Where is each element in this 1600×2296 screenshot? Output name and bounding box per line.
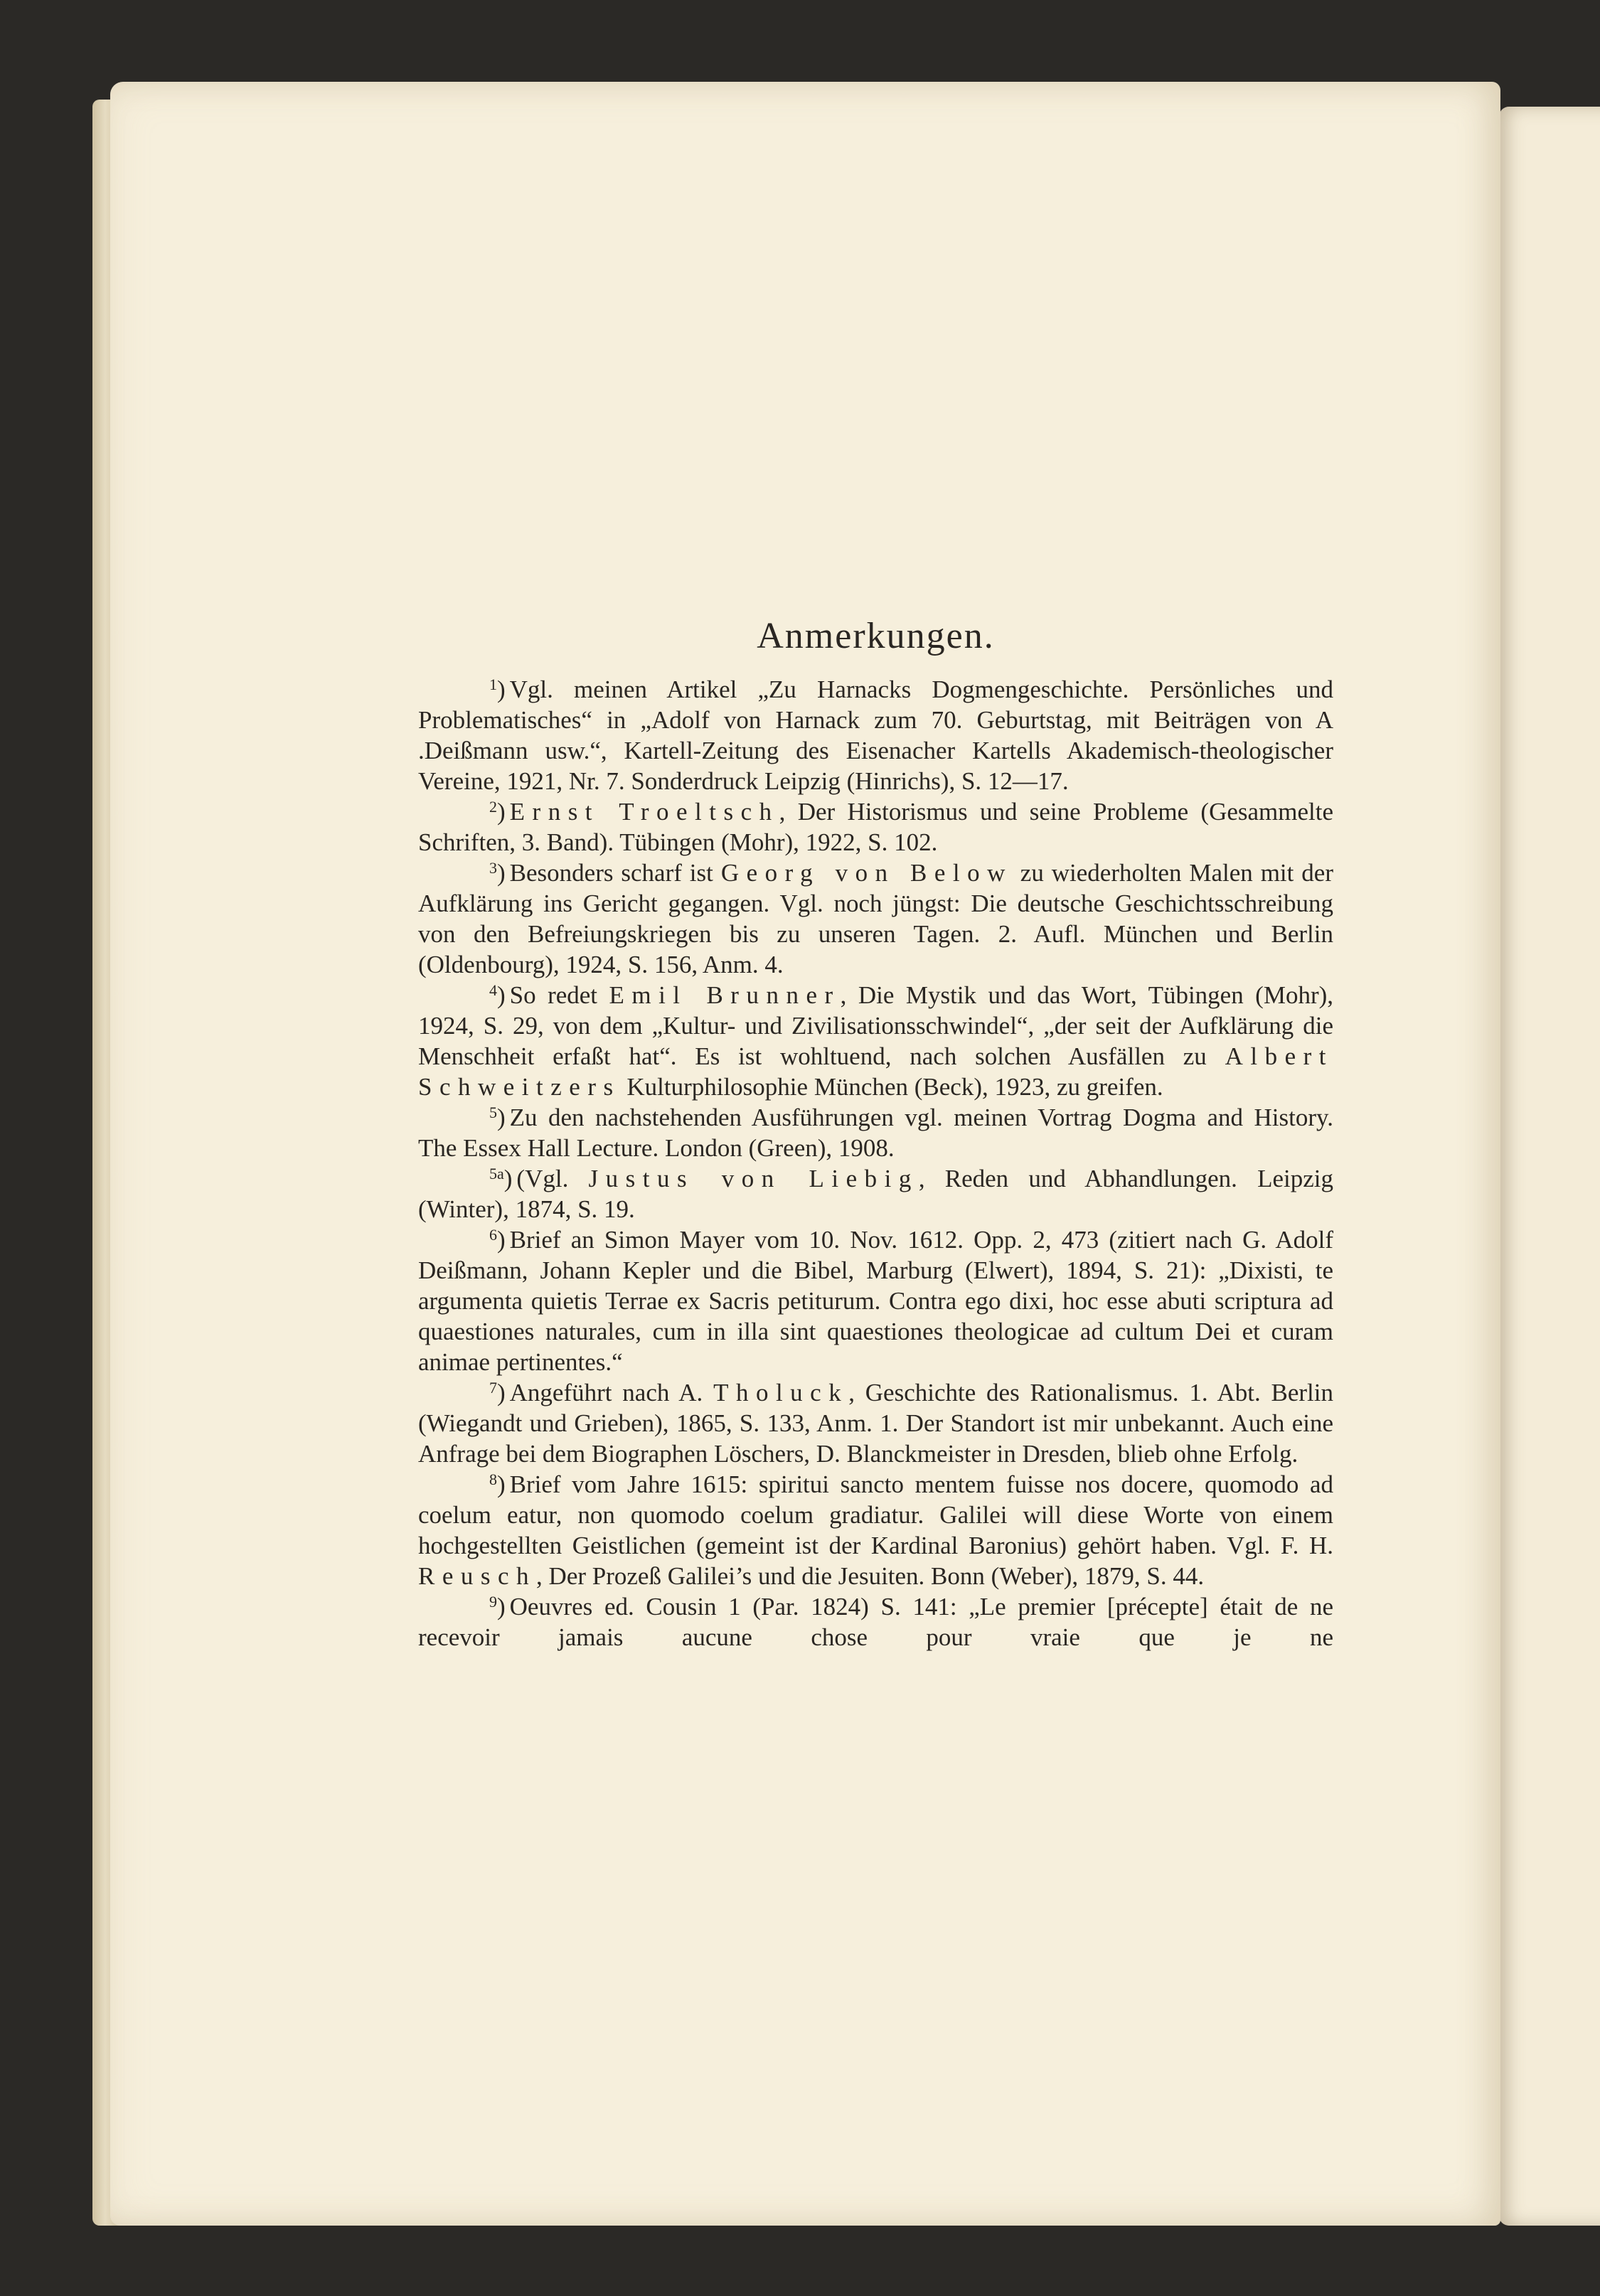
footnote <box>418 1102 1333 1163</box>
footnote-marker-paren: ) <box>497 1470 506 1498</box>
spaced-name: Ernst Troeltsch <box>509 798 779 826</box>
spaced-name: Justus von Liebig <box>588 1165 919 1192</box>
footnote-marker-paren: ) <box>497 798 506 826</box>
footnote-marker: 7 <box>489 1379 497 1397</box>
footnote <box>418 980 1333 1102</box>
footnote-text: Angeführt nach A. <box>509 1379 714 1406</box>
footnote-marker: 5a <box>489 1165 504 1182</box>
footnote-text: Kulturphilosophie München (Beck), 1923, zu greifen. <box>620 1073 1163 1101</box>
spaced-name: Albert Schweitzers <box>418 1042 1333 1101</box>
spaced-name: Reusch <box>418 1562 537 1590</box>
footnote-text: , Geschichte des Rationalismus. 1. Abt. Berlin (Wiegandt und Grieben), 1865, S. 133, Anm. 1. Der Standort ist mir unbekannt. Auch eine Anfrage bei dem Biographen Löschers, D. Blanckmeister in Dresden, blieb ohne Erfolg. <box>418 1379 1333 1468</box>
spaced-name: Tholuck <box>713 1379 849 1406</box>
footnote-marker: 5 <box>489 1104 497 1121</box>
footnote-text: Brief vom Jahre 1615: spiritui sancto mentem fuisse nos docere, quomodo ad coelum eatur, non quomodo coelum gradiatur. Galilei will diese Worte von einem hochgestellten Geistlichen (gemeint ist der Kardinal Baronius) gehört haben. Vgl. F. H. <box>418 1470 1333 1559</box>
footnote-marker: 9 <box>489 1593 497 1611</box>
footnote-marker-paren: ) <box>497 1226 506 1254</box>
footnote <box>418 858 1333 980</box>
footnote-marker-paren: ) <box>497 1593 506 1620</box>
footnote-text: , Der Prozeß Galilei’s und die Jesuiten. Bonn (Weber), 1879, S. 44. <box>536 1562 1205 1590</box>
footnote-marker-paren: ) <box>497 1104 506 1131</box>
footnote <box>418 1591 1333 1652</box>
footnote <box>418 674 1333 796</box>
footnote-text: (Vgl. <box>516 1165 589 1192</box>
footnote-text: Oeuvres ed. Cousin 1 (Par. 1824) S. 141: „Le premier [précepte] était de ne recevoir jamais aucune chose pour vraie que je ne <box>418 1593 1333 1651</box>
footnote-text: So redet <box>509 981 609 1009</box>
footnote-text: Vgl. meinen Artikel „Zu Harnacks Dogmengeschichte. Persönliches und Problematisches“ in „Adolf von Harnack zum 70. Geburtstag, mit Beiträgen von A .Deißmann usw.“, Kartell-Zeitung des Eisenacher Kartells Akademisch-theologischer Vereine, 1921, Nr. 7. Sonderdruck Leipzig (Hinrichs), S. 12—17. <box>418 676 1333 795</box>
footnote-marker-paren: ) <box>497 1379 506 1406</box>
footnote-marker: 6 <box>489 1226 497 1244</box>
footnote-marker-paren: ) <box>503 1165 513 1192</box>
spaced-name: Georg von Below <box>720 859 1013 887</box>
page-title: Anmerkungen. <box>757 616 995 656</box>
footnote-marker: 4 <box>489 981 497 999</box>
footnote-text: , Die Mystik und das Wort, Tübingen (Mohr), 1924, S. 29, von dem „Kultur- und Zivilisationsschwindel“, „der seit der Aufklärung die Menschheit erfaßt hat“. Es ist wohltuend, nach solchen Ausfällen zu <box>418 981 1334 1070</box>
footnote-text: zu wiederholten Malen mit der Aufklärung ins Gericht gegangen. Vgl. noch jüngst: Die deutsche Geschichtsschreibung von den Befreiungskriegen bis zu unseren Tagen. 2. Aufl. München und Berlin (Oldenbourg), 1924, S. 156, Anm. 4. <box>418 859 1333 978</box>
footnote <box>418 1469 1333 1591</box>
spaced-name: Emil Brunner <box>609 981 841 1009</box>
footnote <box>418 1377 1333 1469</box>
footnote-text: , Der Historismus und seine Probleme (Gesammelte Schriften, 3. Band). Tübingen (Mohr), 1922, S. 102. <box>418 798 1333 856</box>
footnote <box>418 1163 1333 1224</box>
footnote-text: Besonders scharf ist <box>509 859 721 887</box>
footnote-marker-paren: ) <box>497 859 506 887</box>
notes-section <box>418 612 1333 1652</box>
notes-list <box>418 674 1333 1652</box>
footnote-text: Zu den nachstehenden Ausführungen vgl. meinen Vortrag Dogma and History. The Essex Hall Lecture. London (Green), 1908. <box>418 1104 1333 1162</box>
footnote <box>418 1224 1333 1377</box>
footnote-text: , Reden und Abhandlungen. Leipzig (Winter), 1874, S. 19. <box>418 1165 1334 1223</box>
footnote-text: Brief an Simon Mayer vom 10. Nov. 1612. Opp. 2, 473 (zitiert nach G. Adolf Deißmann, Johann Kepler und die Bibel, Marburg (Elwert), 1894, S. 21): „Dixisti, te argumenta quietis Terrae ex Sacris petiturum. Contra ego dixi, hoc esse abuti scriptura ad quaestiones naturales, cum in illa sint quaestiones theologicae ad cultum Dei et curam animae pertinentes.“ <box>418 1226 1333 1376</box>
footnote-marker: 2 <box>489 798 497 816</box>
footnote-marker: 8 <box>489 1470 497 1488</box>
footnote-marker-paren: ) <box>497 981 506 1009</box>
footnote-marker-paren: ) <box>497 676 506 703</box>
footnote <box>418 796 1333 858</box>
next-page-edge <box>1499 107 1600 2226</box>
footnote-marker: 1 <box>489 676 497 693</box>
footnote-marker: 3 <box>489 859 497 877</box>
